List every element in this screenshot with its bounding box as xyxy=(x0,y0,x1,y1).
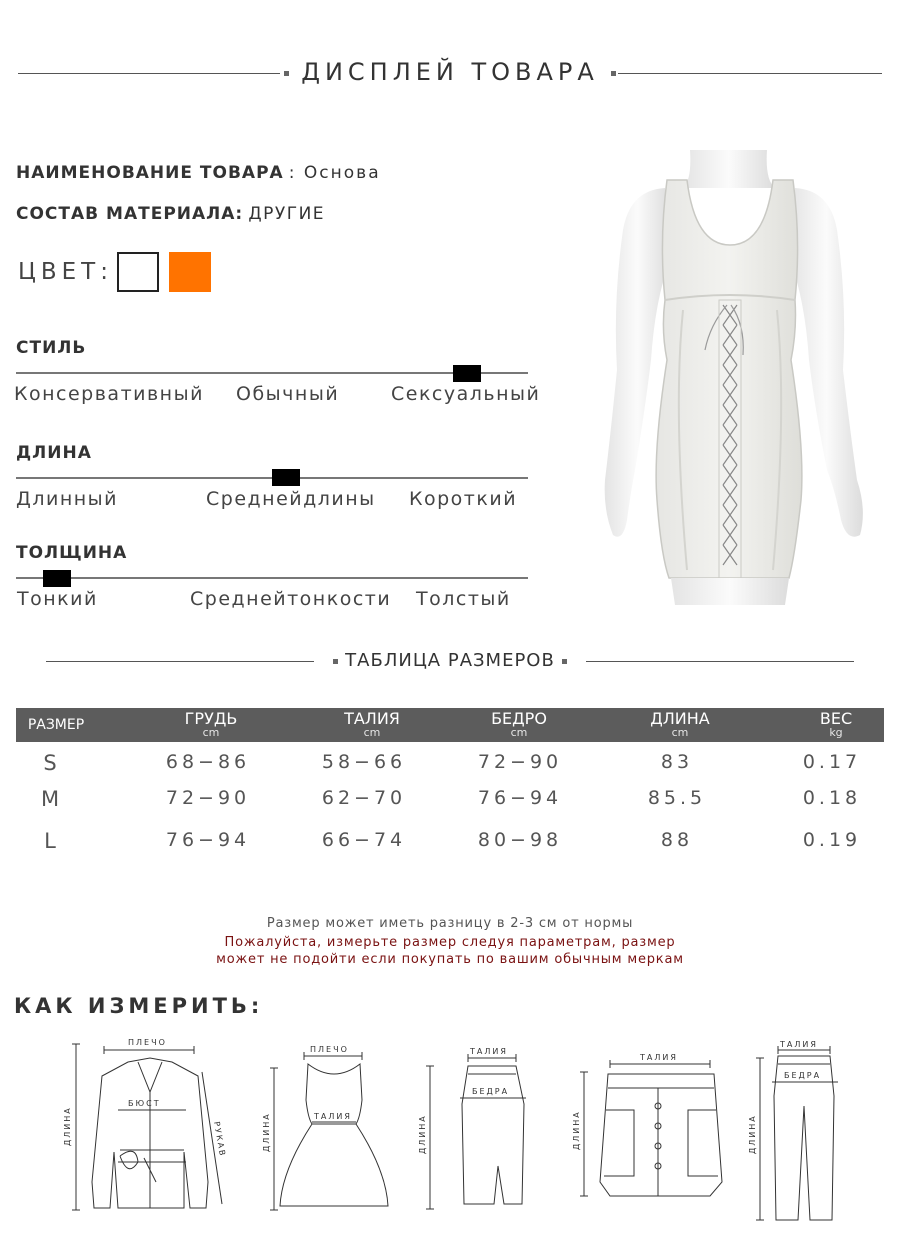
length-title: ДЛИНА xyxy=(16,443,92,463)
page-title: ДИСПЛЕЙ ТОВАРА xyxy=(301,58,599,86)
page-title-wrap xyxy=(0,58,900,86)
material-label: СОСТАВ МАТЕРИАЛА: xyxy=(16,204,244,224)
col-hip-label: БЕДРО xyxy=(491,709,547,728)
product-photo xyxy=(595,150,885,610)
jacket-length-arrow xyxy=(72,1044,80,1210)
skirt-diagram xyxy=(412,1044,542,1219)
bullet-square-icon xyxy=(562,659,567,664)
cell-length: 88 xyxy=(660,829,694,851)
product-material-row xyxy=(16,204,325,224)
jacket-shoulder-label: ПЛЕЧО xyxy=(128,1038,167,1047)
col-weight-header xyxy=(766,710,900,739)
shorts-diagram xyxy=(570,1046,730,1206)
style-scale-marker xyxy=(453,365,481,382)
cell-length: 83 xyxy=(660,751,694,773)
cell-waist: 58−66 xyxy=(321,751,407,773)
style-option-sexy: Сексуальный xyxy=(391,383,541,405)
thickness-scale-marker xyxy=(43,570,71,587)
cell-weight: 0.19 xyxy=(802,829,862,851)
dress-diagram xyxy=(258,1040,408,1215)
dress-shoulder-label: ПЛЕЧО xyxy=(310,1045,349,1054)
bullet-square-icon xyxy=(284,71,289,76)
shorts-length-arrow xyxy=(580,1072,588,1196)
thickness-option-thick: Толстый xyxy=(416,588,511,610)
cell-weight: 0.17 xyxy=(802,751,862,773)
dress-length-arrow xyxy=(270,1068,278,1210)
skirt-waist-label: ТАЛИЯ xyxy=(470,1047,508,1056)
skirt-hip-label: БЕДРА xyxy=(472,1087,510,1096)
pants-length-label: ДЛИНА xyxy=(748,1114,757,1154)
size-table-title: ТАБЛИЦА РАЗМЕРОВ xyxy=(345,650,555,671)
thickness-option-medium: Среднейтонкости xyxy=(190,588,392,610)
size-note-2: Пожалуйста, измерьте размер следуя параметрам, размер xyxy=(224,935,676,950)
jacket-outline xyxy=(92,1058,208,1208)
cell-waist: 66−74 xyxy=(321,829,407,851)
cell-hip: 72−90 xyxy=(477,751,563,773)
col-waist-label: ТАЛИЯ xyxy=(344,709,400,728)
product-name-value: : Основа xyxy=(288,163,381,183)
pants-diagram xyxy=(748,1036,858,1226)
shorts-waist-label: ТАЛИЯ xyxy=(640,1053,678,1062)
cell-bust: 68−86 xyxy=(165,751,251,773)
col-weight-unit: kg xyxy=(829,726,843,739)
length-scale-marker xyxy=(272,469,300,486)
length-option-medium: Среднейдлины xyxy=(206,488,376,510)
size-table-title-wrap xyxy=(0,650,900,671)
jacket-sleeve-label: РУКАВ xyxy=(212,1120,228,1159)
cell-bust: 72−90 xyxy=(165,787,251,809)
mannequin-legs xyxy=(671,578,789,605)
style-title: СТИЛЬ xyxy=(16,338,87,358)
thickness-option-thin: Тонкий xyxy=(17,588,98,610)
style-scale-line xyxy=(16,372,528,374)
cell-hip: 80−98 xyxy=(477,829,563,851)
skirt-length-arrow xyxy=(426,1066,434,1209)
shorts-length-label: ДЛИНА xyxy=(572,1110,581,1150)
size-note-1: Размер может иметь разницу в 2-3 см от нормы xyxy=(266,916,634,931)
thickness-scale-line xyxy=(16,577,528,579)
color-swatch-white[interactable] xyxy=(117,252,159,292)
dress-outline xyxy=(280,1064,388,1206)
col-waist-unit: cm xyxy=(363,726,381,739)
size-note-3: может не подойти если покупать по вашим обычным меркам xyxy=(216,952,684,967)
jacket-belt xyxy=(120,1151,156,1182)
col-length-label: ДЛИНА xyxy=(650,709,710,728)
mannequin-neck xyxy=(683,150,775,188)
col-bust-header xyxy=(141,710,281,739)
jacket-length-label: ДЛИНА xyxy=(63,1106,72,1146)
pants-waist-label: ТАЛИЯ xyxy=(780,1040,818,1049)
col-hip-unit: cm xyxy=(510,726,528,739)
jacket-shoulder-arrow xyxy=(104,1046,194,1054)
col-weight-label: ВЕС xyxy=(819,709,853,728)
product-name-row xyxy=(16,163,381,183)
col-bust-label: ГРУДЬ xyxy=(184,709,238,728)
measure-title: КАК ИЗМЕРИТЬ: xyxy=(14,994,264,1018)
jacket-bust-label: БЮСТ xyxy=(128,1099,161,1108)
col-length-header xyxy=(610,710,750,739)
length-option-long: Длинный xyxy=(16,488,119,510)
cell-size: M xyxy=(40,787,60,811)
pants-length-arrow xyxy=(756,1058,764,1220)
skirt-length-label: ДЛИНА xyxy=(418,1114,427,1154)
size-table-header xyxy=(16,708,884,742)
cell-hip: 76−94 xyxy=(477,787,563,809)
pants-outline xyxy=(774,1056,834,1220)
bullet-square-icon xyxy=(611,71,616,76)
style-option-casual: Обычный xyxy=(236,383,340,405)
thickness-title: ТОЛЩИНА xyxy=(16,543,128,563)
col-size-header: РАЗМЕР xyxy=(27,717,85,733)
cell-length: 85.5 xyxy=(647,787,707,809)
dress-waist-label: ТАЛИЯ xyxy=(314,1112,352,1121)
col-waist-header xyxy=(302,710,442,739)
shorts-outline xyxy=(600,1074,722,1196)
col-bust-unit: cm xyxy=(202,726,220,739)
cell-weight: 0.18 xyxy=(802,787,862,809)
cell-bust: 76−94 xyxy=(165,829,251,851)
length-option-short: Короткий xyxy=(409,488,518,510)
dress-length-label: ДЛИНА xyxy=(262,1112,271,1152)
bullet-square-icon xyxy=(333,659,338,664)
pants-hip-label: БЕДРА xyxy=(784,1071,822,1080)
col-hip-header xyxy=(449,710,589,739)
cell-size: S xyxy=(43,751,57,775)
cell-waist: 62−70 xyxy=(321,787,407,809)
color-label: ЦВЕТ: xyxy=(18,259,113,285)
color-swatch-orange[interactable] xyxy=(169,252,211,292)
material-value: ДРУГИЕ xyxy=(248,204,326,224)
cell-size: L xyxy=(44,829,56,853)
col-length-unit: cm xyxy=(671,726,689,739)
jacket-diagram xyxy=(58,1032,243,1222)
product-name-label: НАИМЕНОВАНИЕ ТОВАРА xyxy=(16,163,284,183)
style-option-conservative: Консервативный xyxy=(14,383,204,405)
